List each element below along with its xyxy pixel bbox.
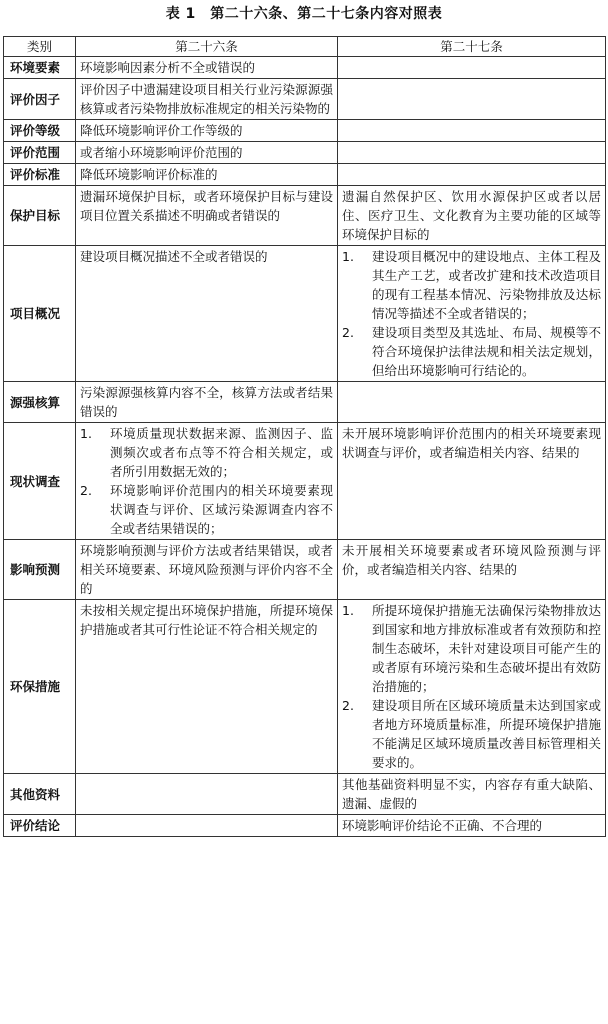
list-number: 2. [80,483,92,498]
row-art27: 遗漏自然保护区、饮用水源保护区或者以居住、医疗卫生、文化教育为主要功能的区域等环境保护目标的 [338,186,606,246]
table-title: 表 1 第二十六条、第二十七条内容对照表 [165,6,443,22]
row-art26: 或者缩小环境影响评价范围的 [76,142,338,164]
comparison-table [3,36,606,837]
table-row [4,246,606,382]
row-art26: 降低环境影响评价工作等级的 [76,120,338,142]
list-number: 2. [342,325,354,340]
table-row [4,600,606,774]
list-number: 1. [80,426,92,441]
list-text: 环境质量现状数据来源、监测因子、监测频次或者布点等不符合相关规定，或者所引用数据无效的； [110,426,333,479]
row-art26: 降低环境影响评价标准的 [76,164,338,186]
row-category: 评价范围 [4,142,76,164]
row-art27 [338,120,606,142]
row-art27 [338,600,606,774]
list-text: 建设项目所在区域环境质量未达到国家或者地方环境质量标准，所提环境保护措施不能满足区域环境质量改善目标管理相关要求的。 [372,698,601,770]
list-item [80,481,333,538]
row-art27: 其他基础资料明显不实，内容存有重大缺陷、遗漏、虚假的 [338,774,606,815]
list-item [80,424,333,481]
row-art26 [76,774,338,815]
numbered-list [342,601,601,772]
table-row [4,423,606,540]
numbered-list [80,424,333,538]
row-art26: 评价因子中遗漏建设项目相关行业污染源源强核算或者污染物排放标准规定的相关污染物的 [76,79,338,120]
row-category: 评价标准 [4,164,76,186]
table-row [4,382,606,423]
list-text: 建设项目概况中的建设地点、主体工程及其生产工艺，或者改扩建和技术改造项目的现有工程基本情况、污染物排放及达标情况等描述不全或者错误的； [372,249,601,321]
row-art26 [76,423,338,540]
row-category: 其他资料 [4,774,76,815]
row-art27: 未开展相关环境要素或者环境风险预测与评价，或者编造相关内容、结果的 [338,540,606,600]
row-art26: 遗漏环境保护目标，或者环境保护目标与建设项目位置关系描述不明确或者错误的 [76,186,338,246]
row-art27 [338,142,606,164]
row-category: 影响预测 [4,540,76,600]
table-row [4,540,606,600]
row-category: 评价因子 [4,79,76,120]
table-row [4,774,606,815]
list-item [342,247,601,323]
row-art26: 环境影响预测与评价方法或者结果错误，或者相关环境要素、环境风险预测与评价内容不全的 [76,540,338,600]
row-category: 环保措施 [4,600,76,774]
row-art27 [338,246,606,382]
row-category: 现状调查 [4,423,76,540]
table-row [4,57,606,79]
table-header-row [4,37,606,57]
row-art27 [338,382,606,423]
row-category: 评价等级 [4,120,76,142]
row-art26: 建设项目概况描述不全或者错误的 [76,246,338,382]
header-category: 类别 [4,37,76,57]
list-item [342,696,601,772]
list-text: 所提环境保护措施无法确保污染物排放达到国家和地方排放标准或者有效预防和控制生态破坏，未针对建设项目可能产生的或者原有环境污染和生态破坏提出有效防治措施的； [372,603,601,694]
list-item [342,601,601,696]
list-item [342,323,601,380]
list-number: 1. [342,249,354,264]
row-art27: 环境影响评价结论不正确、不合理的 [338,815,606,837]
row-art27: 未开展环境影响评价范围内的相关环境要素现状调查与评价，或者编造相关内容、结果的 [338,423,606,540]
table-row [4,142,606,164]
row-art26 [76,815,338,837]
list-number: 2. [342,698,354,713]
row-category: 项目概况 [4,246,76,382]
table-row [4,164,606,186]
row-art27 [338,164,606,186]
list-number: 1. [342,603,354,618]
row-category: 环境要素 [4,57,76,79]
table-row [4,120,606,142]
table-row [4,186,606,246]
list-text: 环境影响评价范围内的相关环境要素现状调查与评价、区域污染源调查内容不全或者结果错误的； [110,483,333,536]
list-text: 建设项目类型及其选址、布局、规模等不符合环境保护法律法规和相关法定规划，但给出环境影响可行结论的。 [372,325,601,378]
table-row [4,79,606,120]
row-category: 评价结论 [4,815,76,837]
header-art26: 第二十六条 [76,37,338,57]
row-art26: 未按相关规定提出环境保护措施，所提环境保护措施或者其可行性论证不符合相关规定的 [76,600,338,774]
numbered-list [342,247,601,380]
header-art27: 第二十七条 [338,37,606,57]
row-art27 [338,79,606,120]
row-art26: 污染源源强核算内容不全，核算方法或者结果错误的 [76,382,338,423]
row-art27 [338,57,606,79]
row-category: 保护目标 [4,186,76,246]
row-category: 源强核算 [4,382,76,423]
table-row [4,815,606,837]
row-art26: 环境影响因素分析不全或错误的 [76,57,338,79]
